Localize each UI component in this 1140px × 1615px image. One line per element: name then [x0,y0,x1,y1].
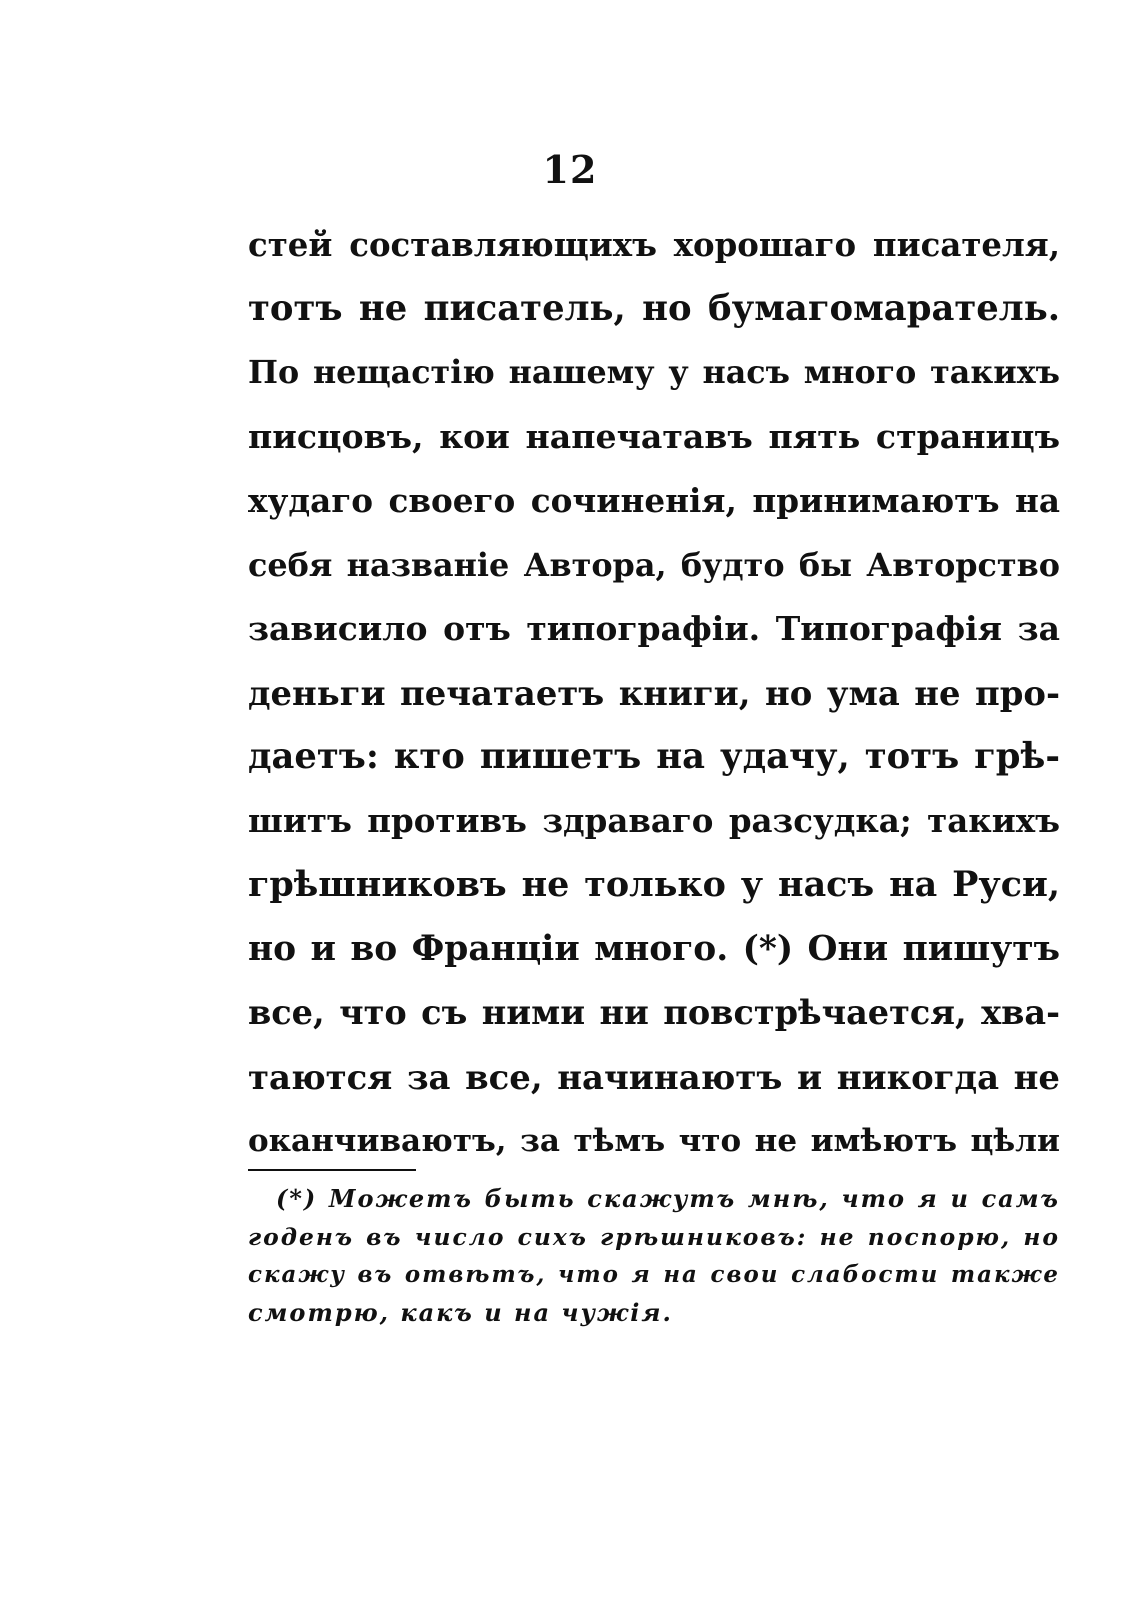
body-line: тотъ не писатель, но бумагомаратель. [248,288,1060,329]
body-line: оканчиваютъ, за тѣмъ что не имѣютъ цѣли [248,1123,1060,1159]
footnote-line: годенъ въ число сихъ грѣшниковъ: не поспорю, но [248,1223,1060,1251]
body-line: себя названіе Автора, будто бы Авторство [248,546,1060,584]
body-line: грѣшниковъ не только у насъ на Руси, [248,864,1060,905]
body-line: деньги печатаетъ книги, но ума не про- [248,673,1060,713]
body-line: стей составляющихъ хорошаго писателя, [248,226,1060,264]
footnote [248,1180,1060,1332]
body-line: По нещастію нашему у насъ много такихъ [248,354,1060,391]
body-text [248,213,1060,1173]
footnote-line: (*) Можетъ быть скажутъ мнѣ, что я и самъ [276,1184,1060,1213]
body-line: худаго своего сочиненія, принимаютъ на [248,481,1060,520]
footnote-line: скажу въ отвѣтъ, что я на свои слабости также [248,1261,1060,1288]
body-line: шитъ противъ здраваго разсудка; такихъ [248,802,1060,840]
body-line: зависило отъ типографіи. Типографія за [248,609,1060,648]
body-line: но и во Франціи много. (*) Они пишутъ [248,929,1060,969]
footnote-line: смотрю, какъ и на чужія. [248,1298,673,1327]
body-line: все, что съ ними ни повстрѣчается, хва- [248,993,1060,1032]
body-line: даетъ: кто пишетъ на удачу, тотъ грѣ- [248,736,1060,777]
footnote-divider [248,1169,416,1171]
body-line: писцовъ, кои напечатавъ пять страницъ [248,417,1060,456]
page-number: 12 [542,147,598,192]
body-line: таются за все, начинаютъ и никогда не [248,1057,1060,1097]
